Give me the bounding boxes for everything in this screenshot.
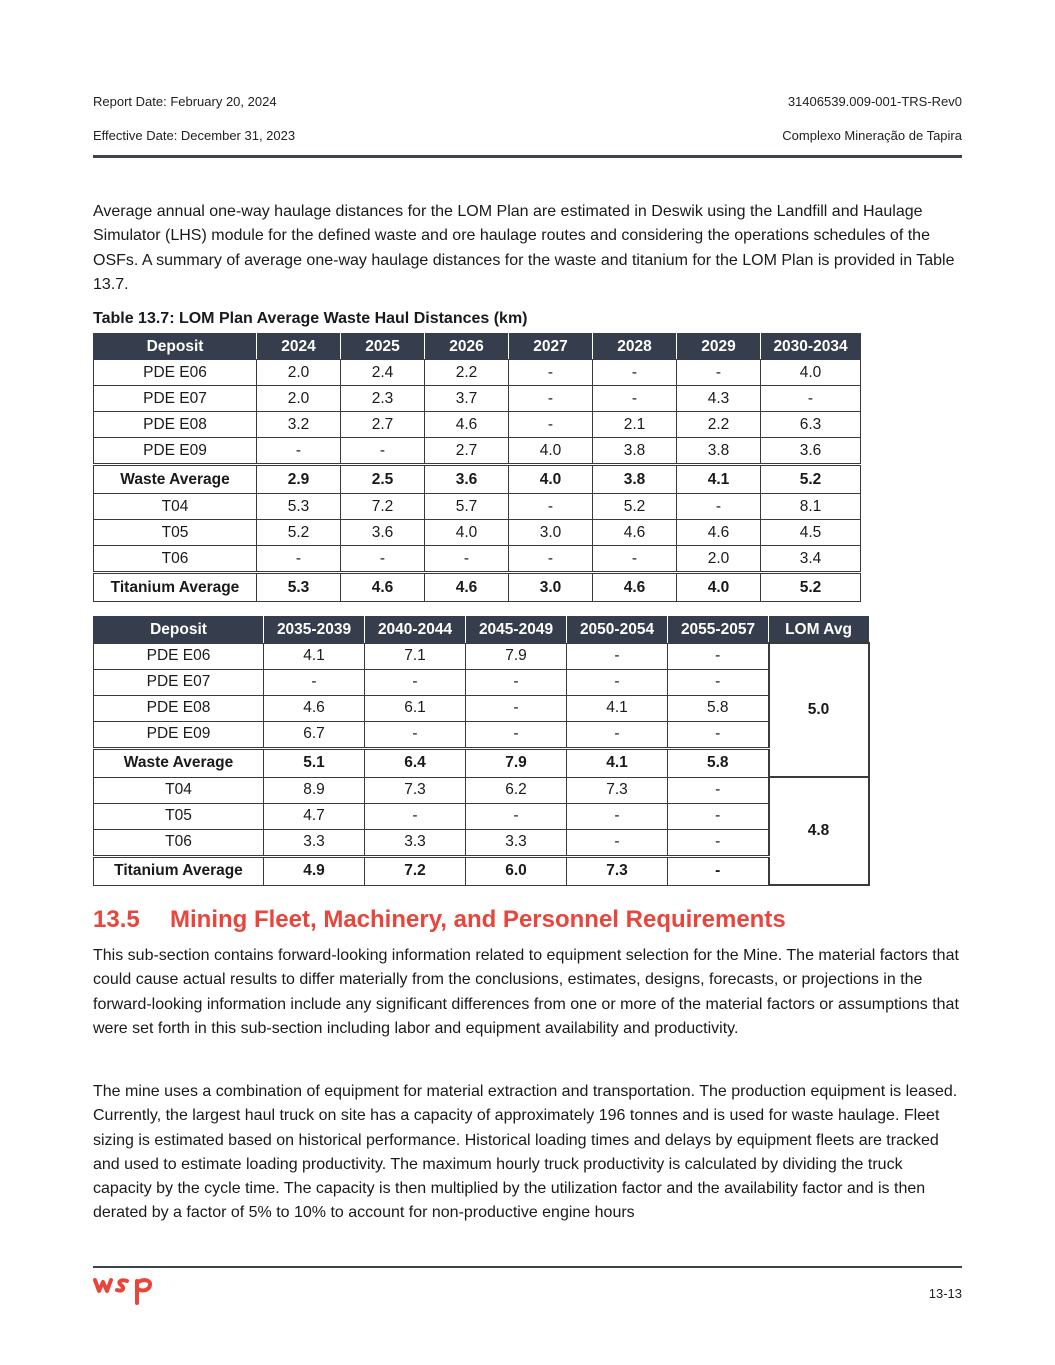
table-cell: 4.9 — [264, 856, 365, 885]
table-cell: PDE E06 — [94, 643, 264, 669]
column-header: 2029 — [677, 334, 761, 360]
table-cell: 5.2 — [761, 573, 861, 602]
table-row — [94, 412, 861, 438]
table-cell: 4.5 — [761, 520, 861, 546]
table-cell: 3.8 — [593, 438, 677, 465]
report-date: Report Date: February 20, 2024 — [93, 94, 277, 109]
table-cell: Titanium Average — [94, 856, 264, 885]
table-row — [94, 721, 869, 748]
table-cell: T04 — [94, 777, 264, 803]
table-cell: 4.0 — [425, 520, 509, 546]
table-row — [94, 695, 869, 721]
table-cell: - — [257, 438, 341, 465]
table-cell: 7.2 — [341, 494, 425, 520]
table-cell: 4.6 — [264, 695, 365, 721]
table-cell: 3.7 — [425, 386, 509, 412]
table-cell: 6.3 — [761, 412, 861, 438]
table-cell: 5.3 — [257, 494, 341, 520]
table-cell: 7.1 — [365, 643, 466, 669]
table-cell: - — [593, 546, 677, 573]
table-cell: 4.0 — [761, 360, 861, 386]
table-cell: T06 — [94, 829, 264, 856]
table-cell: - — [593, 386, 677, 412]
table-cell: 2.2 — [425, 360, 509, 386]
table-cell: T05 — [94, 520, 257, 546]
table-cell: 3.3 — [365, 829, 466, 856]
table-cell: PDE E09 — [94, 721, 264, 748]
table-cell: 3.6 — [341, 520, 425, 546]
effective-date: Effective Date: December 31, 2023 — [93, 128, 296, 143]
table-cell: - — [668, 777, 769, 803]
table-row — [94, 573, 861, 602]
table-cell: 4.1 — [264, 643, 365, 669]
table-row — [94, 748, 869, 777]
table-row — [94, 386, 861, 412]
table-cell: - — [466, 695, 567, 721]
table-cell: 3.8 — [593, 465, 677, 494]
table-cell: 7.2 — [365, 856, 466, 885]
table-cell: - — [509, 412, 593, 438]
table-cell: 7.9 — [466, 643, 567, 669]
table-cell: 7.3 — [365, 777, 466, 803]
table-cell: 6.2 — [466, 777, 567, 803]
table-row — [94, 829, 869, 856]
column-header: 2025 — [341, 334, 425, 360]
wsp-logo — [93, 1273, 157, 1314]
column-header: 2050-2054 — [567, 617, 668, 644]
table-caption: Table 13.7: LOM Plan Average Waste Haul Distances (km) — [93, 310, 528, 327]
table-cell: 2.1 — [593, 412, 677, 438]
table-cell: 2.2 — [677, 412, 761, 438]
table-cell: PDE E07 — [94, 669, 264, 695]
table-cell: 2.0 — [257, 360, 341, 386]
table-cell: PDE E07 — [94, 386, 257, 412]
table-cell: 4.1 — [567, 748, 668, 777]
table-cell: Waste Average — [94, 748, 264, 777]
table-cell: 6.7 — [264, 721, 365, 748]
table-cell: - — [509, 386, 593, 412]
table-cell: 4.3 — [677, 386, 761, 412]
haul-distance-table-1 — [93, 333, 861, 602]
column-header: 2035-2039 — [264, 617, 365, 644]
table-cell: - — [425, 546, 509, 573]
table-cell: 6.1 — [365, 695, 466, 721]
table-cell: - — [264, 669, 365, 695]
document-id: 31406539.009-001-TRS-Rev0 — [787, 94, 962, 109]
table-cell: 3.4 — [761, 546, 861, 573]
forward-looking-paragraph: This sub-section contains forward-looking information related to equipment selection for the Mine. The material factors that could cause actual results to differ materially from the conclusions, estimates, designs, forecasts, or projections in the forward-looking information include any significant differences from one or more of the material factors or assumptions that were set forth in this sub-section including labor and equipment availability and productivity. — [93, 947, 959, 1037]
section-heading — [93, 906, 786, 934]
table-cell: 2.7 — [341, 412, 425, 438]
table-cell: - — [341, 438, 425, 465]
table-cell: T05 — [94, 803, 264, 829]
table-cell: 4.6 — [425, 573, 509, 602]
table-cell: - — [668, 669, 769, 695]
table-cell: 5.2 — [761, 465, 861, 494]
table-cell: 2.3 — [341, 386, 425, 412]
table-cell: PDE E08 — [94, 695, 264, 721]
table-cell: 3.2 — [257, 412, 341, 438]
table-cell: 7.9 — [466, 748, 567, 777]
table-cell: 4.0 — [677, 573, 761, 602]
column-header: 2024 — [257, 334, 341, 360]
column-header: 2055-2057 — [668, 617, 769, 644]
table-cell: - — [567, 721, 668, 748]
table-cell: - — [365, 803, 466, 829]
table-cell: 3.6 — [425, 465, 509, 494]
table-row — [94, 546, 861, 573]
lom-avg-waste: 5.0 — [769, 643, 869, 777]
table-cell: - — [668, 721, 769, 748]
column-header: 2026 — [425, 334, 509, 360]
table-cell: T06 — [94, 546, 257, 573]
table-row — [94, 777, 869, 803]
table-cell: - — [567, 803, 668, 829]
table-cell: 2.4 — [341, 360, 425, 386]
table-cell: 8.9 — [264, 777, 365, 803]
table-cell: - — [567, 643, 668, 669]
column-header: Deposit — [94, 334, 257, 360]
table-header-row — [94, 334, 861, 360]
table-cell: 4.6 — [341, 573, 425, 602]
table-cell: 4.6 — [593, 573, 677, 602]
table-cell: - — [668, 829, 769, 856]
project-name: Complexo Mineração de Tapira — [782, 128, 962, 143]
table-cell: - — [466, 669, 567, 695]
column-header: 2028 — [593, 334, 677, 360]
table-cell: - — [761, 386, 861, 412]
table-cell: 2.7 — [425, 438, 509, 465]
column-header: 2030-2034 — [761, 334, 861, 360]
haul-distance-table-2 — [93, 616, 870, 886]
table-row — [94, 360, 861, 386]
table-cell: 3.3 — [466, 829, 567, 856]
table-cell: - — [509, 360, 593, 386]
table-cell: 4.6 — [677, 520, 761, 546]
table-row — [94, 438, 861, 465]
table-cell: - — [466, 721, 567, 748]
table-cell: 4.0 — [509, 438, 593, 465]
table-cell: 3.8 — [677, 438, 761, 465]
table-row — [94, 803, 869, 829]
table-cell: 3.0 — [509, 573, 593, 602]
intro-paragraph: Average annual one-way haulage distances for the LOM Plan are estimated in Deswik using the Landfill and Haulage Simulator (LHS) module for the defined waste and ore haulage routes and considering the operations schedules of the OSFs. A summary of average one-way haulage distances for the waste and titanium for the LOM Plan is provided in Table 13.7. — [93, 203, 955, 293]
table-cell: - — [341, 546, 425, 573]
column-header: 2045-2049 — [466, 617, 567, 644]
table-cell: 2.9 — [257, 465, 341, 494]
table-cell: Titanium Average — [94, 573, 257, 602]
table-cell: 2.0 — [257, 386, 341, 412]
column-header: 2027 — [509, 334, 593, 360]
table-cell: - — [677, 494, 761, 520]
header-divider — [93, 155, 962, 158]
table-row — [94, 494, 861, 520]
table-cell: 4.0 — [509, 465, 593, 494]
column-header: Deposit — [94, 617, 264, 644]
table-row — [94, 465, 861, 494]
lom-avg-titanium: 4.8 — [769, 777, 869, 885]
table-cell: - — [677, 360, 761, 386]
table-cell: PDE E06 — [94, 360, 257, 386]
table-cell: 3.3 — [264, 829, 365, 856]
table-row — [94, 643, 869, 669]
table-cell: 6.4 — [365, 748, 466, 777]
section-number: 13.5 — [93, 906, 140, 933]
table-cell: 4.1 — [567, 695, 668, 721]
table-header-row — [94, 617, 869, 644]
table-row — [94, 856, 869, 885]
table-cell: - — [509, 494, 593, 520]
section-title: Mining Fleet, Machinery, and Personnel Requirements — [170, 906, 786, 933]
table-cell: 5.1 — [264, 748, 365, 777]
table-row — [94, 520, 861, 546]
table-cell: 2.0 — [677, 546, 761, 573]
footer-divider — [93, 1266, 962, 1268]
table-cell: - — [257, 546, 341, 573]
page-number: 13-13 — [928, 1286, 962, 1301]
table-cell: - — [365, 721, 466, 748]
table-cell: 5.2 — [257, 520, 341, 546]
table-cell: - — [567, 669, 668, 695]
table-cell: 3.0 — [509, 520, 593, 546]
table-cell: - — [668, 643, 769, 669]
table-cell: PDE E09 — [94, 438, 257, 465]
column-header: LOM Avg — [769, 617, 869, 644]
table-cell: - — [567, 829, 668, 856]
table-cell: - — [668, 803, 769, 829]
table-cell: 8.1 — [761, 494, 861, 520]
column-header: 2040-2044 — [365, 617, 466, 644]
table-cell: 5.7 — [425, 494, 509, 520]
table-cell: - — [509, 546, 593, 573]
table-cell: 5.8 — [668, 748, 769, 777]
equipment-paragraph: The mine uses a combination of equipment for material extraction and transportation. The production equipment is leased. Currently, the largest haul truck on site has a capacity of approximately 196 tonnes and is used for waste haulage. Fleet sizing is estimated based on historical performance. Historical loading times and delays by equipment fleets are tracked and used to estimate loading productivity. The maximum hourly truck productivity is calculated by dividing the truck capacity by the cycle time. The capacity is then multiplied by the utilization factor and the availability factor and is then derated by a factor of 5% to 10% to account for non-productive engine hours — [93, 1083, 958, 1222]
table-cell: 5.3 — [257, 573, 341, 602]
table-cell: - — [365, 669, 466, 695]
table-cell: T04 — [94, 494, 257, 520]
table-row — [94, 669, 869, 695]
table-cell: 3.6 — [761, 438, 861, 465]
table-cell: - — [466, 803, 567, 829]
table-cell: PDE E08 — [94, 412, 257, 438]
table-cell: 4.6 — [425, 412, 509, 438]
table-cell: - — [593, 360, 677, 386]
table-cell: 4.1 — [677, 465, 761, 494]
table-cell: 7.3 — [567, 856, 668, 885]
table-cell: - — [668, 856, 769, 885]
table-cell: 4.6 — [593, 520, 677, 546]
table-cell: 7.3 — [567, 777, 668, 803]
table-cell: 6.0 — [466, 856, 567, 885]
table-cell: Waste Average — [94, 465, 257, 494]
table-cell: 2.5 — [341, 465, 425, 494]
table-cell: 5.8 — [668, 695, 769, 721]
table-cell: 4.7 — [264, 803, 365, 829]
table-cell: 5.2 — [593, 494, 677, 520]
